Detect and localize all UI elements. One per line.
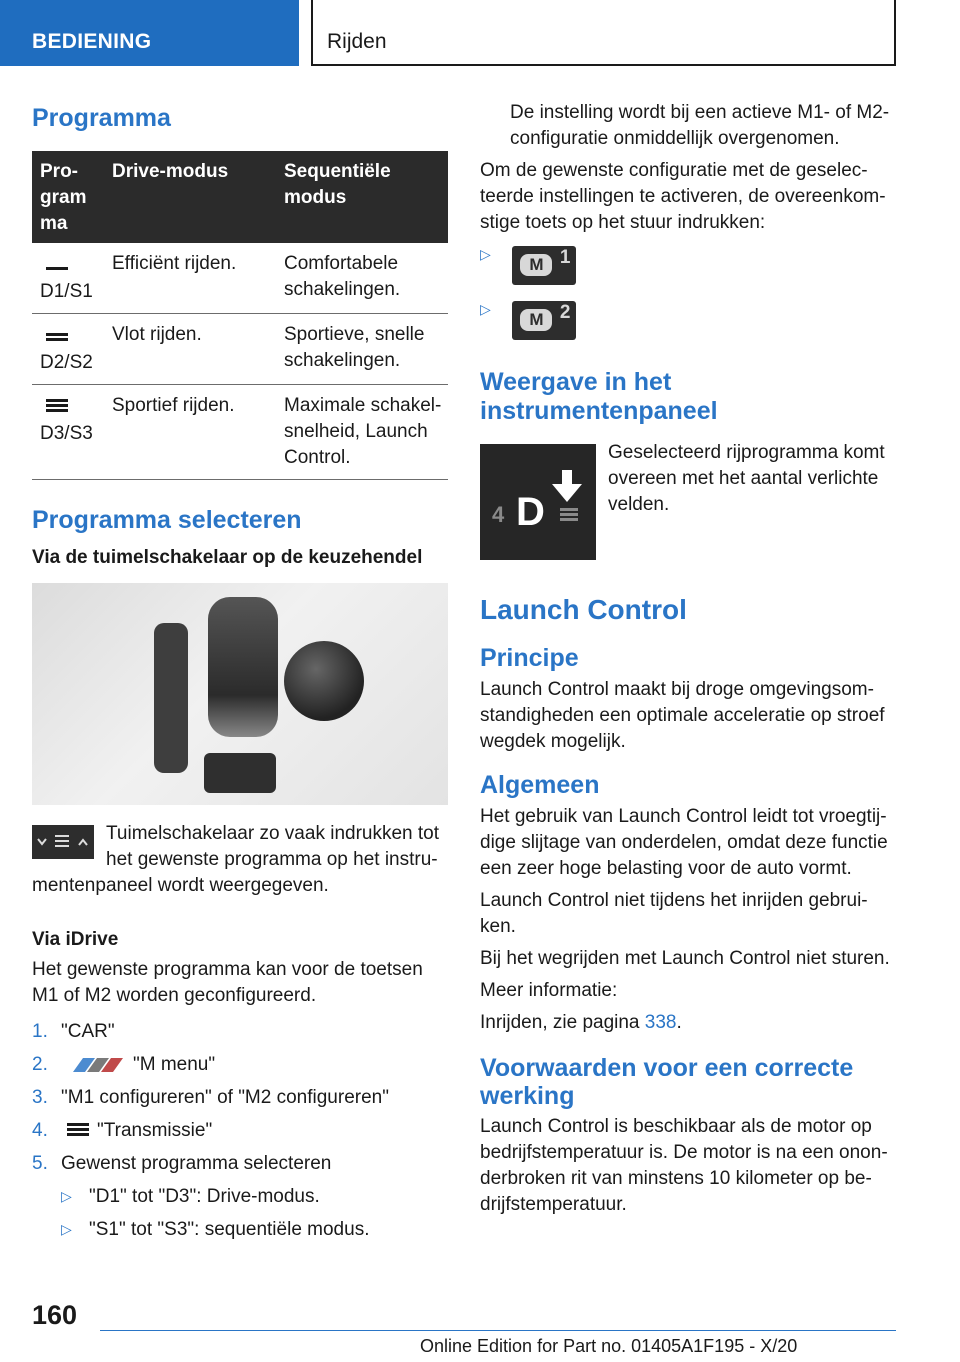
program-1-icon (46, 257, 68, 273)
heading-programma: Programma (32, 104, 171, 132)
algemeen-text-2: Launch Control niet tijdens het inrijden gebrui-ken. (480, 890, 868, 937)
drive-cell: Efficiënt rijden. (104, 243, 276, 314)
th-program: Pro- gram ma (32, 151, 104, 243)
sub-steps-list (61, 1180, 448, 1246)
drive-cell: Sportief rijden. (104, 385, 276, 480)
heading-algemeen: Algemeen (480, 771, 600, 799)
heading-weergave: Weergave in het instrumentenpaneel (480, 368, 718, 425)
seq-cell: Maximale schakel-snelheid, Launch Control. (276, 385, 448, 480)
activate-text: Om de gewenste configuratie met de geselec-teerde instellingen te activeren, de overeenkom-stige toets op het stuur indrukken: (480, 160, 886, 233)
table-row (32, 243, 448, 314)
heading-voorwaarden: Voorwaarden voor een correcte werking (480, 1054, 854, 1110)
chapter-title: Rijden (311, 0, 896, 66)
list-item: 5. Gewenst programma selecteren ▷ "D1" tot "D3": Drive-modus. ▷ "S1" tot "S3": sequentiële modus. (32, 1147, 448, 1246)
footer-divider (100, 1330, 896, 1331)
th-sequential: Sequentiële modus (276, 151, 448, 243)
toggle-switch-graphic (154, 623, 188, 773)
list-item: ▷ "D1" tot "D3": Drive-modus. (61, 1180, 448, 1213)
seq-cell: Comfortabele schakelingen. (276, 243, 448, 314)
toggle-switch-icon (32, 825, 94, 859)
edition-text: Online Edition for Part no. 01405A1F195 - X/20 (420, 1336, 798, 1356)
triangle-icon: ▷ (480, 301, 491, 317)
algemeen-text-1: Het gebruik van Launch Control leidt tot vroegtij-dige slijtage van onderdelen, omdat deze functie een zeer hoge belasting voor de auto vormt. (480, 806, 888, 879)
triangle-icon: ▷ (61, 1188, 72, 1204)
table-row (32, 314, 448, 385)
m2-row (480, 301, 896, 340)
program-lines-icon (560, 508, 578, 524)
heading-programma-selecteren: Programma selecteren (32, 506, 302, 534)
heading-principe: Principe (480, 644, 579, 672)
display-paragraph (480, 440, 896, 564)
idrive-controller-graphic (284, 641, 364, 721)
gear-selector-photo (32, 583, 448, 805)
table-row (32, 385, 448, 480)
down-arrow-icon (552, 470, 582, 504)
page-number: 160 (32, 1300, 78, 1330)
algemeen-text-3: Bij het wegrijden met Launch Control niet sturen. (480, 948, 890, 969)
subheading-toggle: Via de tuimelschakelaar op de keuzehendel (32, 547, 423, 568)
program-table (32, 151, 448, 480)
right-column (480, 100, 896, 1218)
drive-cell: Vlot rijden. (104, 314, 276, 385)
subheading-idrive: Via iDrive (32, 929, 119, 950)
steps-list (32, 1015, 448, 1246)
principe-text: Launch Control maakt bij droge omgevingsom-standigheden een optimale acceleratie op stroef wegdek mogelijk. (480, 679, 885, 752)
seq-cell: Sportieve, snelle schakelingen. (276, 314, 448, 385)
program-cell: D3/S3 (32, 385, 104, 480)
triangle-icon: ▷ (480, 246, 491, 262)
parking-brake-graphic (204, 753, 276, 793)
list-item: 3. "M1 configureren" of "M2 configureren" (32, 1087, 389, 1108)
transmission-icon (67, 1123, 89, 1139)
program-cell: D1/S1 (32, 243, 104, 314)
m2-button-icon: M 2 (512, 301, 576, 340)
program-cell: D2/S2 (32, 314, 104, 385)
algemeen-text-5: Inrijden, zie pagina 338. (480, 1012, 682, 1033)
left-column (32, 96, 448, 1246)
m-stripes-icon (69, 1056, 125, 1074)
instrument-display-image: 4 D (480, 444, 596, 560)
m1-row (480, 246, 896, 285)
list-item: 1. "CAR" (32, 1021, 115, 1042)
list-item: 4. "Transmissie" (32, 1120, 213, 1141)
list-item: ▷ "S1" tot "S3": sequentiële modus. (61, 1213, 448, 1246)
program-3-icon (46, 399, 68, 415)
heading-launch-control: Launch Control (480, 594, 687, 625)
list-item: 2. "M menu" (32, 1054, 216, 1075)
intro-text: De instelling wordt bij een actieve M1- of M2-configuratie onmiddellijk overgenomen. (510, 102, 890, 149)
display-text: Geselecteerd rijprogramma komt overeen met het aantal verlichte velden. (608, 442, 885, 515)
section-tab: BEDIENING (0, 0, 299, 66)
algemeen-text-4: Meer informatie: (480, 980, 618, 1001)
voorwaarden-text: Launch Control is beschikbaar als de motor op bedrijfstemperatuur is. De motor is na een onon-derbroken rit van minstens 10 kilometer op be-drijfstemperatuur. (480, 1116, 888, 1215)
gear-lever-graphic (208, 597, 278, 737)
idrive-text: Het gewenste programma kan voor de toetsen M1 of M2 worden geconfigureerd. (32, 959, 423, 1006)
m1-button-icon: M 1 (512, 246, 576, 285)
toggle-text: Tuimelschakelaar zo vaak indrukken tot het gewenste programma op het instru-mentenpaneel wordt weergegeven. (32, 823, 440, 896)
th-drive: Drive-modus (104, 151, 276, 243)
page-header (0, 0, 960, 66)
triangle-icon: ▷ (61, 1221, 72, 1237)
program-2-icon (46, 328, 68, 344)
toggle-paragraph (32, 821, 448, 899)
page-link[interactable]: 338 (644, 1012, 677, 1033)
